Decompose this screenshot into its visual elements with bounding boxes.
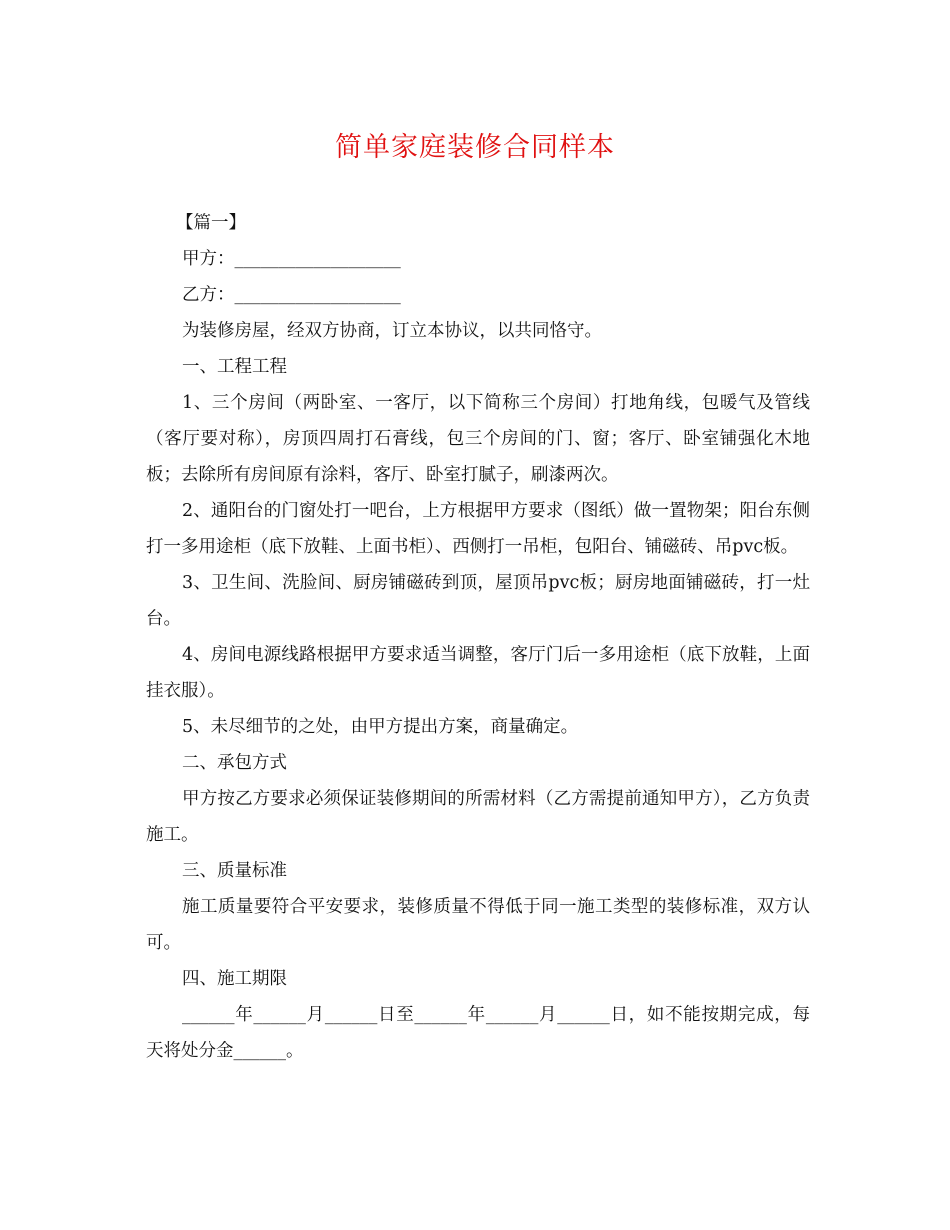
- heading-construction-period: 四、施工期限: [182, 969, 287, 989]
- heading-project: 一、工程工程: [182, 357, 287, 377]
- quality-standard-paragraph: 施工质量要符合平安要求，装修质量不得低于同一施工类型的装修标准，双方认可。: [146, 897, 810, 953]
- heading-contract-method: 二、承包方式: [182, 753, 287, 773]
- preamble-paragraph: 为装修房屋，经双方协商，订立本协议，以共同恪守。: [182, 321, 602, 341]
- construction-period-paragraph: ______年______月______日至______年______月______日，如不能按期完成，每天将处分金______。: [146, 1005, 810, 1061]
- contract-method-paragraph: 甲方按乙方要求必须保证装修期间的所需材料（乙方需提前通知甲方），乙方负责施工。: [146, 789, 810, 845]
- section-label: 【篇一】: [176, 213, 246, 233]
- party-b-line: 乙方：___________________: [182, 285, 401, 305]
- heading-quality-standard: 三、质量标准: [182, 861, 287, 881]
- clause-5: 5、未尽细节的之处，由甲方提出方案，商量确定。: [182, 717, 579, 737]
- clause-4: 4、房间电源线路根据甲方要求适当调整，客厅门后一多用途柜（底下放鞋，上面挂衣服）。: [146, 645, 810, 701]
- clause-2: 2、通阳台的门窗处打一吧台，上方根据甲方要求（图纸）做一置物架；阳台东侧打一多用途柜（底下放鞋、上面书柜）、西侧打一吊柜，包阳台、铺磁砖、吊pvc板。: [146, 501, 810, 557]
- document-body: [146, 205, 810, 1069]
- clause-3: 3、卫生间、洗脸间、厨房铺磁砖到顶，屋顶吊pvc板；厨房地面铺磁砖，打一灶台。: [146, 573, 810, 629]
- clause-1: 1、三个房间（两卧室、一客厅，以下简称三个房间）打地角线，包暖气及管线（客厅要对称），房顶四周打石膏线，包三个房间的门、窗；客厅、卧室铺强化木地板；去除所有房间原有涂料，客厅、卧室打腻子，刷漆两次。: [146, 393, 810, 485]
- party-a-line: 甲方：___________________: [182, 249, 401, 269]
- document-title: 简单家庭装修合同样本: [335, 132, 615, 163]
